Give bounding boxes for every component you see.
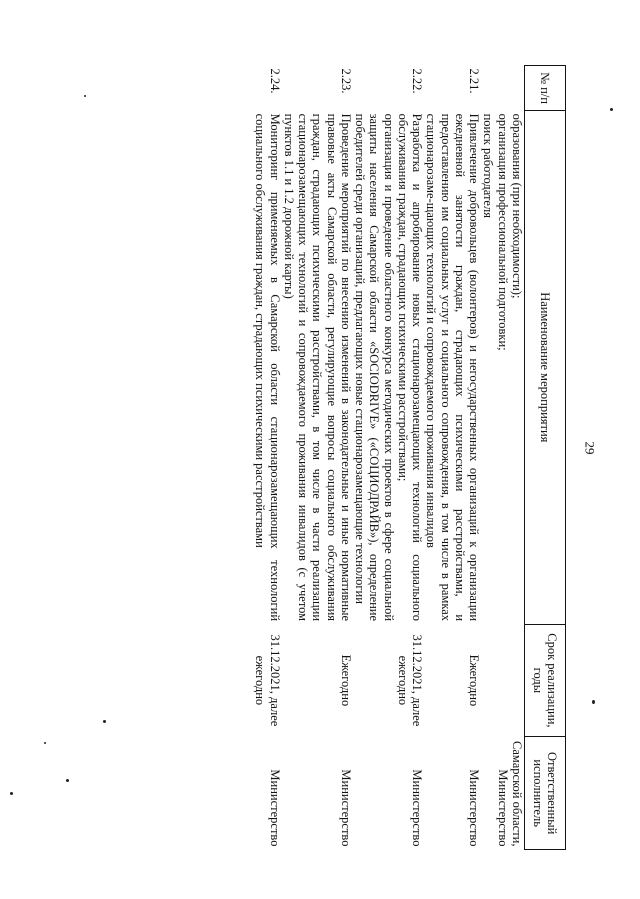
rotated-page-content — [100, 65, 566, 850]
header-name: Наименование мероприятия — [525, 111, 566, 624]
header-responsible: Ответственный исполнитель — [525, 737, 566, 850]
cell-name — [481, 111, 524, 624]
cell-responsible: Министерство — [410, 769, 425, 847]
measures-table — [253, 65, 566, 850]
scan-speck — [10, 792, 13, 795]
name-paragraph: Разработка и апробирование новых стационарозамещающих технологий социального обслуживания граждан, страдающих психическими расстройствами; — [396, 113, 425, 622]
header-num: № п/п — [525, 66, 566, 111]
cont-line: образования (при необходимости); — [510, 113, 524, 299]
cont-line: поиск работодателя — [481, 113, 496, 218]
scan-speck — [592, 700, 595, 704]
table-header-row — [525, 66, 566, 850]
cell-term: 31.12.2021, далее ежегодно — [396, 634, 425, 727]
scan-speck — [66, 779, 69, 782]
cell-num: 2.21. — [467, 68, 482, 94]
cell-name: Мониторинг применяемых в Самарской области стационарозамещающих технологий социального обслуживания граждан, страдающих психическими расстройствами — [253, 113, 282, 622]
cell-num: 2.24. — [267, 68, 282, 94]
scan-speck — [84, 95, 86, 97]
cont-line: организация профессиональной подготовки; — [495, 113, 510, 351]
scan-speck — [103, 720, 106, 723]
cell-name: Проведение мероприятий по внесению изменений в законодательные и иные нормативные правовые акты Самарской области, регулирующие вопросы социального обслуживания граждан, страдающих психическими расстройствами, в том числе в части реализации стационарозамещающих технологий и сопровождаемого проживания инвалидов (с учетом пунктов 1.1 и 1.2 дорожной карты) — [282, 113, 353, 622]
table-row-continuation — [481, 66, 524, 850]
cell-term: 31.12.2021, далее ежегодно — [253, 634, 282, 727]
cell-term: Ежегодно — [467, 654, 482, 707]
cell-responsible: Министерство — [467, 769, 482, 847]
scan-speck — [44, 742, 46, 744]
cell-name: Привлечение добровольцев (волонтеров) и негосударственных организаций к организации ежедневной занятости граждан, страдающих психическими расстройствами, и предоставлению им социальных услуг и социального сопровождения, в том числе в рамках стационарозаме-щающих технологий и сопровождаемого проживания инвалидов — [424, 113, 482, 622]
page-number: 29 — [582, 441, 598, 455]
cell-term: Ежегодно — [339, 654, 353, 707]
cell-responsible: Самарской области, Министерство — [495, 741, 524, 847]
header-term: Срок реализации, годы — [525, 624, 566, 737]
cell-num: 2.23. — [339, 68, 353, 94]
table-row — [282, 66, 353, 850]
scan-speck — [610, 108, 613, 111]
table-row — [424, 66, 481, 850]
cell-num — [481, 66, 524, 111]
cell-name — [353, 111, 424, 624]
cell-num: 2.22. — [410, 68, 425, 94]
cell-term — [481, 624, 524, 737]
table-row — [253, 66, 282, 850]
cell-responsible: Министерство — [339, 769, 353, 847]
cell-responsible: Министерство — [267, 769, 282, 847]
name-paragraph: организация и проведение областного конкурса методических проектов в сфере социальной защиты населения Самарской области «SOCIODRIVE» («СОЦИОДРАЙВ»), определение победителей среди организаций, предлагающих новые стационарозамещающие технологии — [353, 113, 396, 622]
table-row — [353, 66, 424, 850]
